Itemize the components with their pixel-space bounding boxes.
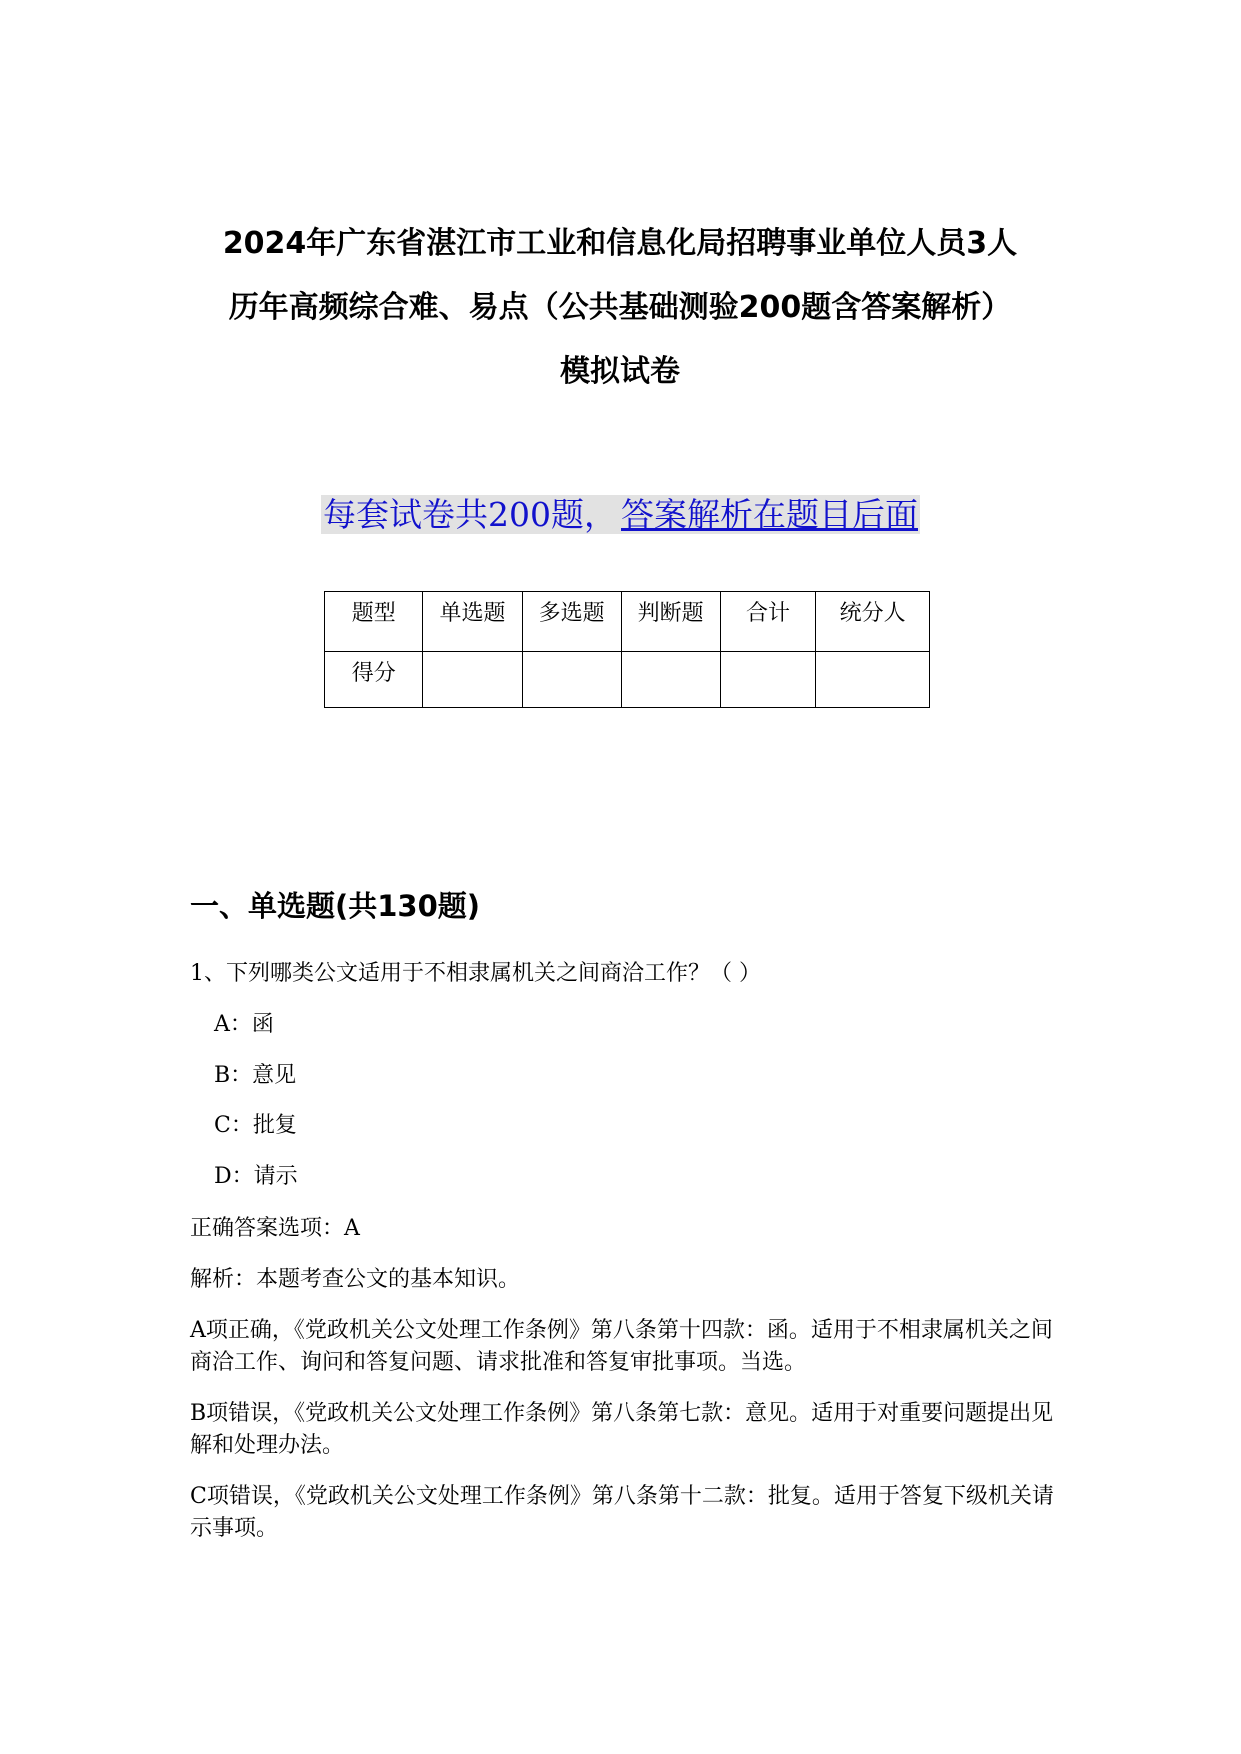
notice-link[interactable]: 答案解析在题目后面 xyxy=(621,495,918,534)
analysis-option-a: A项正确，《党政机关公文处理工作条例》第八条第十四款：函。适用于不相隶属机关之间商洽工作、询问和答复问题、请求批准和答复审批事项。当选。 xyxy=(190,1318,1053,1375)
question-stem: 1、下列哪类公文适用于不相隶属机关之间商洽工作？（ ） xyxy=(190,961,761,986)
header-cell-type: 题型 xyxy=(325,592,423,652)
header-cell-scorer: 统分人 xyxy=(816,592,930,652)
header-cell-judgement: 判断题 xyxy=(621,592,720,652)
score-table-header-row xyxy=(325,592,930,652)
analysis-option-c: C项错误，《党政机关公文处理工作条例》第八条第十二款：批复。适用于答复下级机关请示事项。 xyxy=(190,1484,1054,1541)
header-cell-single: 单选题 xyxy=(423,592,522,652)
title-line-3: 模拟试卷 xyxy=(560,354,680,389)
title-line-2: 历年高频综合难、易点（公共基础测验200题含答案解析） xyxy=(228,290,1012,325)
score-cell-multiple[interactable] xyxy=(522,652,621,708)
notice-text: 每套试卷共200题， xyxy=(323,495,617,534)
score-cell-single[interactable] xyxy=(423,652,522,708)
document-title xyxy=(190,212,1050,404)
option-d: D：请示 xyxy=(214,1164,298,1189)
title-line-1: 2024年广东省湛江市工业和信息化局招聘事业单位人员3人 xyxy=(222,226,1018,261)
correct-answer: 正确答案选项：A xyxy=(190,1216,360,1241)
score-cell-judgement[interactable] xyxy=(621,652,720,708)
analysis-option-b: B项错误，《党政机关公文处理工作条例》第八条第七款：意见。适用于对重要问题提出见解和处理办法。 xyxy=(190,1401,1054,1458)
section-heading: 一、单选题(共130题) xyxy=(190,889,481,923)
score-table-score-row xyxy=(325,652,930,708)
option-c: C：批复 xyxy=(214,1113,297,1138)
option-b: B：意见 xyxy=(214,1063,297,1088)
analysis-intro: 解析：本题考查公文的基本知识。 xyxy=(190,1267,521,1292)
score-cell-total[interactable] xyxy=(720,652,816,708)
score-table xyxy=(324,591,930,708)
header-cell-multiple: 多选题 xyxy=(522,592,621,652)
score-row-label: 得分 xyxy=(325,652,423,708)
header-cell-total: 合计 xyxy=(720,592,816,652)
option-a: A：函 xyxy=(214,1012,274,1037)
score-cell-scorer[interactable] xyxy=(816,652,930,708)
notice-banner xyxy=(0,492,1241,538)
